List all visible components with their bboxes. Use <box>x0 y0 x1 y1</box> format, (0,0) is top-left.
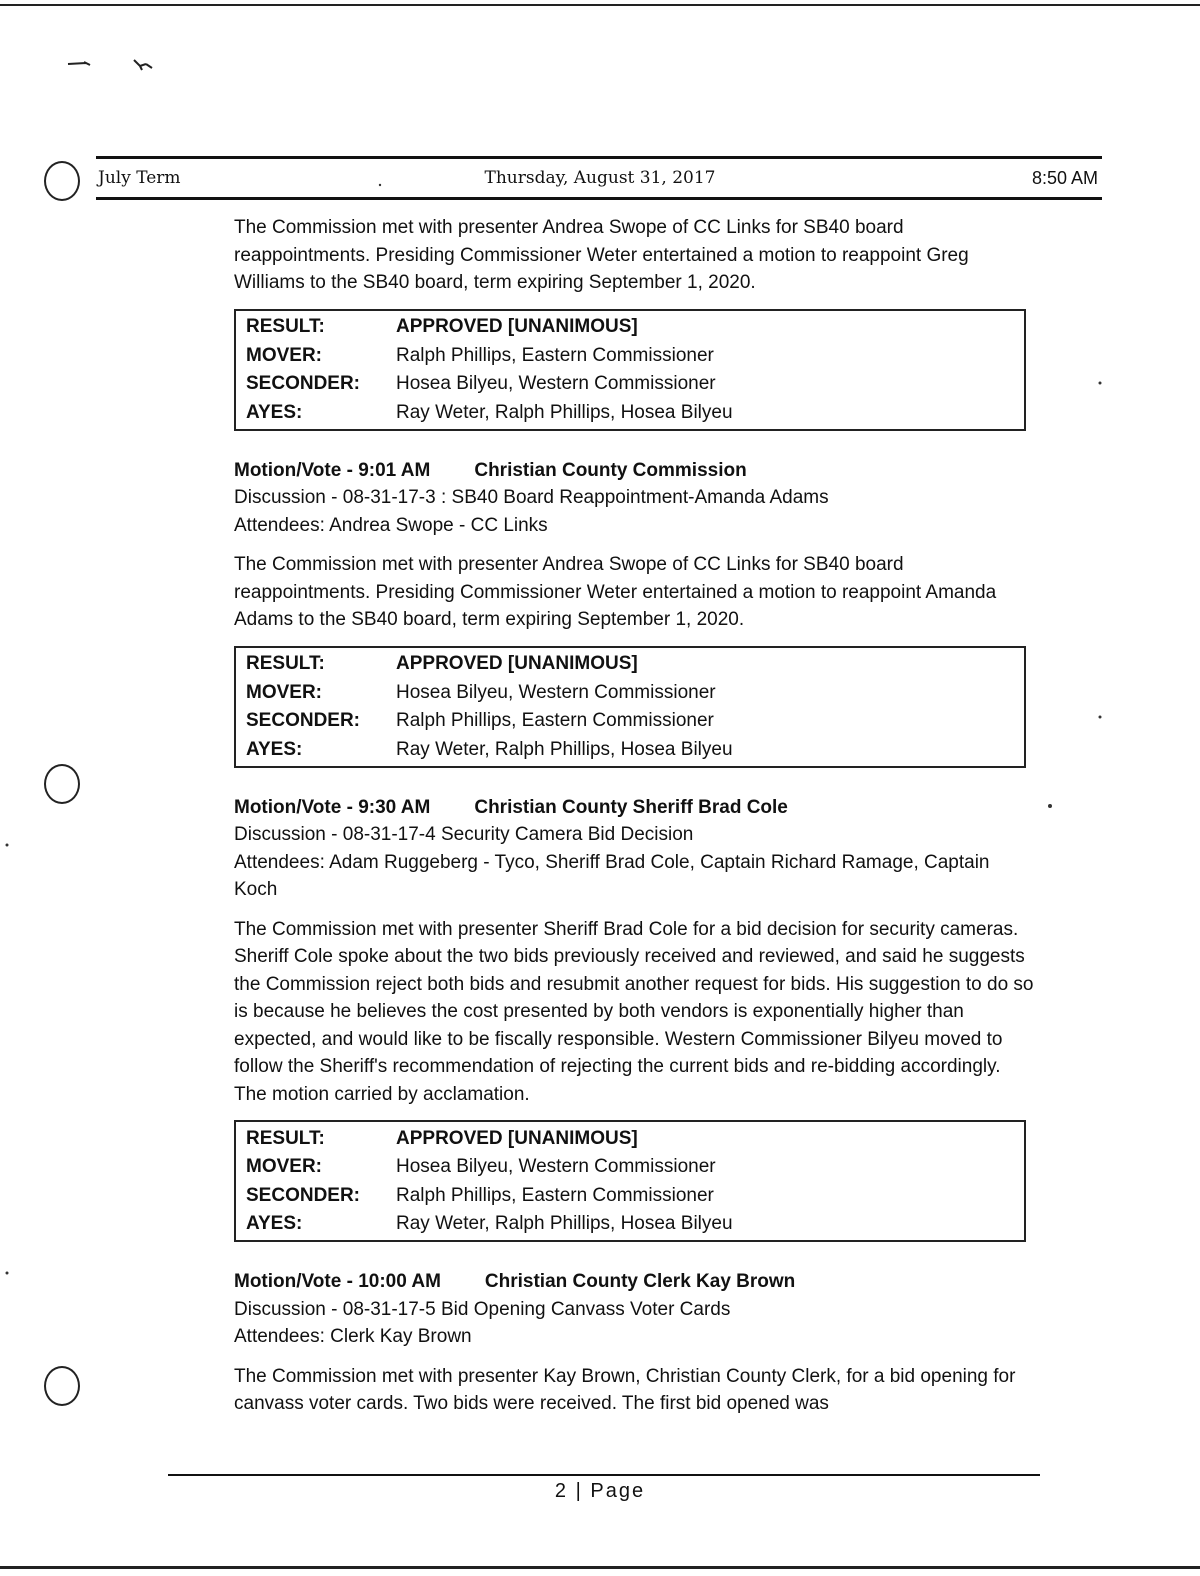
footer-rule <box>168 1474 1040 1476</box>
binder-hole-bottom <box>44 1366 80 1406</box>
motion-prefix: Motion/Vote - <box>234 796 359 818</box>
attendees-line: Attendees: Andrea Swope - CC Links <box>234 514 548 536</box>
vote-row <box>246 1124 1014 1153</box>
vote-row <box>246 735 1014 764</box>
minutes-paragraph: The Commission met with presenter Andrea Swope of CC Links for SB40 board reappointments. Presiding Commissioner Weter entertained a motion to reappoint Greg Williams to the SB40 board, term expiring September 1, 2020. <box>234 217 969 293</box>
motion-time: 10:00 AM <box>358 1271 441 1292</box>
motion-section-header <box>234 794 1038 904</box>
vote-value: Ralph Phillips, Eastern Commissioner <box>396 1184 714 1206</box>
motion-prefix: Motion/Vote - <box>234 459 359 481</box>
vote-label: MOVER: <box>246 681 322 703</box>
motion-vote-line <box>234 794 1038 822</box>
vote-value: Hosea Bilyeu, Western Commissioner <box>396 681 716 703</box>
motion-body: Christian County Clerk Kay Brown <box>484 1271 796 1292</box>
vote-row <box>246 398 1014 427</box>
vote-label: SECONDER: <box>246 373 361 394</box>
vote-row <box>246 313 1014 342</box>
vote-value: Hosea Bilyeu, Western Commissioner <box>396 373 716 394</box>
vote-result-table <box>234 646 1026 768</box>
vote-label: RESULT: <box>246 653 325 674</box>
vote-row <box>246 707 1014 736</box>
page-number: 2 <box>554 1480 569 1502</box>
header-date: Thursday, August 31, 2017 <box>484 168 716 188</box>
motion-time: 9:30 AM <box>358 796 431 818</box>
vote-value: Ray Weter, Ralph Phillips, Hosea Bilyeu <box>396 1213 733 1234</box>
minutes-paragraph: The Commission met with presenter Andrea Swope of CC Links for SB40 board reappointments. Presiding Commissioner Weter entertained a motion to reappoint Amanda Adams to the SB40 board, term expiring September 1, 2020. <box>234 554 997 630</box>
vote-value: Ray Weter, Ralph Phillips, Hosea Bilyeu <box>396 401 733 423</box>
vote-value: Hosea Bilyeu, Western Commissioner <box>396 1156 716 1177</box>
vote-row <box>246 1153 1014 1182</box>
header-rule-bottom <box>96 197 1102 200</box>
motion-time: 9:01 AM <box>358 459 431 481</box>
vote-value: Ralph Phillips, Eastern Commissioner <box>396 344 714 366</box>
page-footer <box>0 1480 1200 1503</box>
vote-row <box>246 650 1014 679</box>
vote-label: RESULT: <box>246 1127 325 1149</box>
vote-result-table <box>234 309 1026 431</box>
minutes-paragraph: The Commission met with presenter Kay Brown, Christian County Clerk, for a bid opening for canvass voter cards. Two bids were received. The first bid opened was <box>234 1365 1016 1414</box>
vote-label: AYES: <box>246 401 303 423</box>
vote-row <box>246 341 1014 370</box>
binder-hole-middle <box>44 764 80 804</box>
vote-value: APPROVED [UNANIMOUS] <box>396 316 638 337</box>
header-term: July Term <box>98 168 181 188</box>
attendees-line: Attendees: Clerk Kay Brown <box>234 1326 472 1347</box>
scan-edge-bottom <box>0 1566 1200 1569</box>
vote-value: APPROVED [UNANIMOUS] <box>396 1127 638 1149</box>
vote-label: AYES: <box>246 1213 303 1234</box>
discussion-line: Discussion - 08-31-17-4 Security Camera Bid Decision <box>234 824 694 845</box>
motion-vote-line <box>234 457 1038 485</box>
vote-value: Ralph Phillips, Eastern Commissioner <box>396 710 714 731</box>
vote-row <box>246 1210 1014 1239</box>
vote-value: Ray Weter, Ralph Phillips, Hosea Bilyeu <box>396 738 733 760</box>
vote-label: AYES: <box>246 738 303 760</box>
minutes-paragraph: The Commission met with presenter Sheriff Brad Cole for a bid decision for security cameras. Sheriff Cole spoke about the two bids previously received and reviewed, and said he suggests the Commission reject both bids and resubmit another request for bids. His suggestion to do so is because he believes the cost presented by both vendors is exponentially higher than expected, and would like to be fiscally responsible. Western Commissioner Bilyeu moved to follow the Sheriff's recommendation of rejecting the current bids and re-bidding accordingly. The motion carried by acclamation. <box>234 918 1034 1105</box>
motion-vote-line <box>234 1268 1038 1296</box>
vote-label: SECONDER: <box>246 1184 361 1206</box>
motion-section-header <box>234 1268 1038 1351</box>
vote-row <box>246 370 1014 399</box>
vote-result-table <box>234 1120 1026 1242</box>
vote-label: SECONDER: <box>246 710 361 731</box>
vote-row <box>246 678 1014 707</box>
vote-label: MOVER: <box>246 1156 322 1177</box>
motion-prefix: Motion/Vote - <box>234 1271 359 1292</box>
minutes-body <box>234 214 1038 1430</box>
page-separator: | <box>575 1480 583 1502</box>
header-time: 8:50 AM <box>1031 168 1098 188</box>
discussion-line: Discussion - 08-31-17-5 Bid Opening Canvass Voter Cards <box>234 1298 731 1320</box>
discussion-line: Discussion - 08-31-17-3 : SB40 Board Reappointment-Amanda Adams <box>234 487 829 508</box>
vote-label: RESULT: <box>246 316 325 337</box>
motion-body: Christian County Sheriff Brad Cole <box>474 796 788 818</box>
motion-section-header <box>234 457 1038 540</box>
header-rule-top <box>96 156 1102 159</box>
page-word: Page <box>590 1480 646 1502</box>
motion-body: Christian County Commission <box>474 459 747 481</box>
vote-label: MOVER: <box>246 344 322 366</box>
vote-value: APPROVED [UNANIMOUS] <box>396 653 638 674</box>
scan-edge-top <box>0 4 1200 6</box>
attendees-line: Attendees: Adam Ruggeberg - Tyco, Sheriff Brad Cole, Captain Richard Ramage, Captain Koch <box>234 851 990 900</box>
vote-row <box>246 1181 1014 1210</box>
